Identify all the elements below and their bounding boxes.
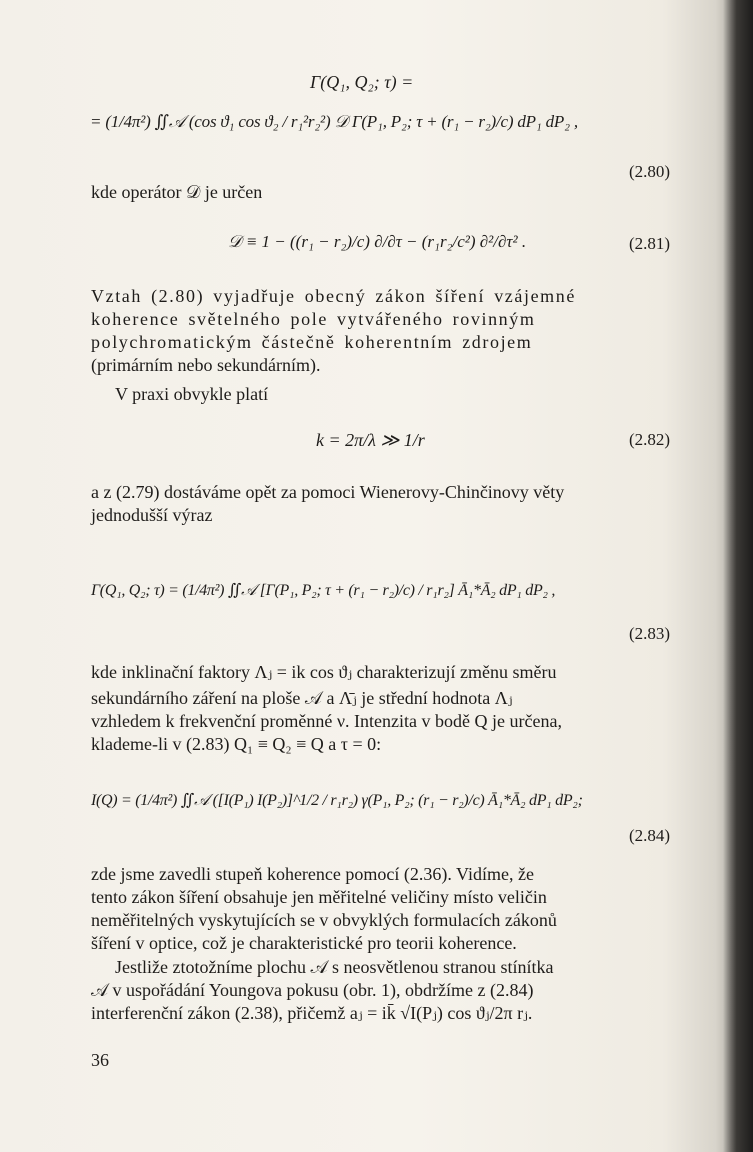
- paragraph-az-line-2: jednodušší výraz: [91, 505, 213, 525]
- equation-2-80-body: = (1/4π²) ∬𝒜 (cos ϑ₁ cos ϑ₂ / r₁²r₂²) 𝒟 Γ(P₁, P₂; τ + (r₁ − r₂)/c) dP₁ dP₂ ,: [90, 112, 578, 131]
- paragraph-vztah-line-4: (primárním nebo sekundárním).: [91, 355, 321, 375]
- paragraph-kde-line-3: vzhledem k frekvenční proměnné ν. Intenzita v bodě Q je určena,: [91, 711, 562, 731]
- operator-intro: kde operátor 𝒟 je určen: [91, 182, 263, 202]
- equation-2-84: I(Q) = (1/4π²) ∬𝒜 ([I(P₁) I(P₂)]^1/2 / r₁r₂) γ(P₁, P₂; (r₁ − r₂)/c) Ā₁*Ā₂ dP₁ dP₂;: [91, 792, 583, 809]
- paragraph-vztah-line-3: polychromatickým částečně koherentním zdrojem: [91, 332, 533, 352]
- equation-2-82: k = 2π/λ ≫ 1/r: [316, 430, 425, 450]
- equation-number-2-80: (2.80): [629, 162, 671, 181]
- equation-2-81: 𝒟 ≡ 1 − ((r₁ − r₂)/c) ∂/∂τ − (r₁r₂/c²) ∂²/∂τ² .: [228, 232, 527, 251]
- paragraph-zde-line-1: zde jsme zavedli stupeň koherence pomocí (2.36). Vidíme, že: [91, 864, 534, 884]
- page-number: 36: [91, 1050, 109, 1070]
- equation-2-80-top: Γ(Q₁, Q₂; τ) =: [310, 72, 414, 92]
- equation-2-83: Γ(Q₁, Q₂; τ) = (1/4π²) ∬𝒜 [Γ(P₁, P₂; τ + (r₁ − r₂)/c) / r₁r₂] Ā₁*Ā₂ dP₁ dP₂ ,: [91, 582, 556, 599]
- paragraph-az-line-1: a z (2.79) dostáváme opět za pomoci Wienerovy-Chinčinovy věty: [91, 482, 565, 502]
- paragraph-praxi: V praxi obvykle platí: [115, 384, 269, 404]
- paragraph-zde-line-4: šíření v optice, což je charakteristické pro teorii koherence.: [91, 933, 517, 953]
- paragraph-zde-line-2: tento zákon šíření obsahuje jen měřitelné veličiny místo veličin: [91, 887, 547, 907]
- paragraph-vztah-line-2: koherence světelného pole vytvářeného rovinným: [91, 309, 536, 329]
- paragraph-kde-line-4: klademe-li v (2.83) Q₁ ≡ Q₂ ≡ Q a τ = 0:: [91, 734, 382, 754]
- paragraph-kde-line-2: sekundárního záření na ploše 𝒜 a Λ̄ⱼ je střední hodnota Λⱼ: [91, 688, 513, 708]
- paragraph-zde-line-3: neměřitelných vyskytujících se v obvyklých formulacích zákonů: [91, 910, 557, 930]
- paragraph-kde-line-1: kde inklinační faktory Λⱼ = ik cos ϑⱼ charakterizují změnu směru: [91, 662, 557, 682]
- equation-number-2-84: (2.84): [629, 826, 671, 845]
- equation-number-2-82: (2.82): [629, 430, 671, 449]
- equation-number-2-81: (2.81): [629, 234, 671, 253]
- paragraph-jest-line-3: interferenční zákon (2.38), přičemž aⱼ = ik̄ √I(Pⱼ) cos ϑⱼ/2π rⱼ.: [91, 1003, 533, 1023]
- paragraph-vztah-line-1: Vztah (2.80) vyjadřuje obecný zákon šíření vzájemné: [91, 286, 576, 306]
- equation-number-2-83: (2.83): [629, 624, 671, 643]
- paragraph-jest-line-1: Jestliže ztotožníme plochu 𝒜 s neosvětlenou stranou stínítka: [115, 957, 554, 977]
- book-spine-shadow: [723, 0, 753, 1152]
- paragraph-jest-line-2: 𝒜 v uspořádání Youngova pokusu (obr. 1), obdržíme z (2.84): [91, 980, 534, 1000]
